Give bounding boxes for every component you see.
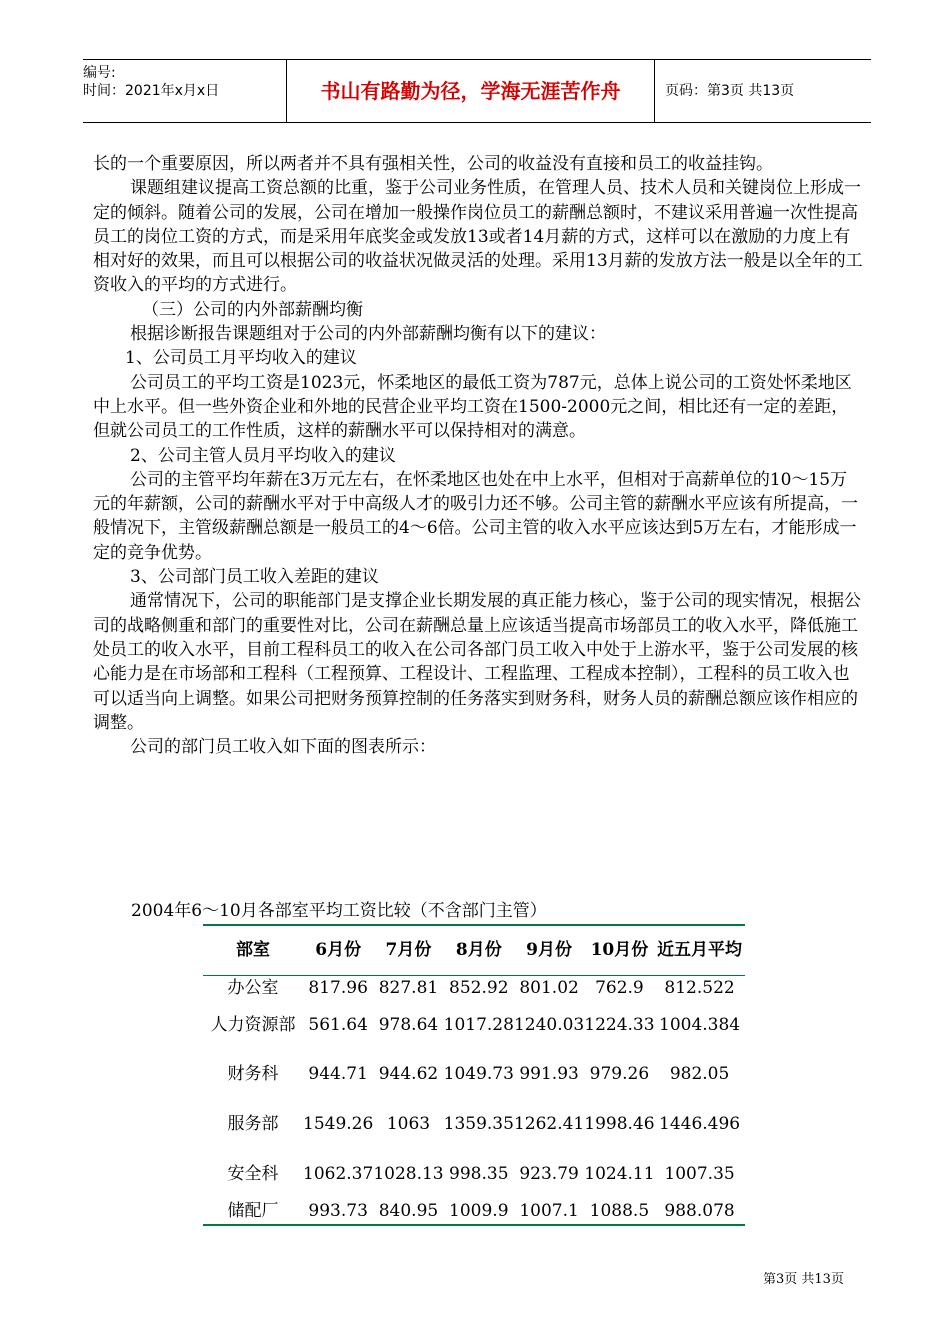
page-footer: 第3页 共13页 [763,1272,844,1287]
table-cell: 840.95 [378,1201,439,1221]
table-cell: 827.81 [378,977,439,998]
table-cell: 944.62 [378,1063,439,1084]
table-cell: 1359.35 [443,1113,514,1134]
table-cell: 1998.46 [584,1113,655,1134]
table-cell: 办公室 [227,977,279,998]
table-cell: 1007.35 [664,1163,735,1184]
subsection-heading: 2、公司主管人员月平均收入的建议 [130,445,396,466]
table-row [203,1199,745,1225]
header-cell: 10月份 [590,939,649,960]
subsection-heading: 1、公司员工月平均收入的建议 [125,348,357,369]
section-heading: （三）公司的内外部薪酬均衡 [142,299,363,320]
paragraph: 公司的部门员工收入如下面的图表所示： [130,737,436,758]
table-row [203,1099,745,1149]
paragraph: 公司员工的平均工资是1023元，怀柔地区的最低工资为787元，总体上说公司的工资处怀柔地区中上水平。但一些外资企业和外地的民营企业平均工资在1500-2000元之间，相比还有一定的差距，但就公司员工的工作性质，这样的薪酬水平可以保持相对的满意。 [93,372,852,442]
table-row [203,975,745,1001]
table-cell: 991.93 [519,1063,579,1084]
paragraph: 课题组建议提高工资总额的比重，鉴于公司业务性质，在管理人员、技术人员和关键岗位上形成一定的倾斜。随着公司的发展，公司在增加一般操作岗位员工的薪酬总额时，不建议采用普遍一次性提高员工的岗位工资的方式，而是采用年底奖金或发放13或者14月薪的方式，这样可以在激励的力度上有相对好的效果，而且可以根据公司的收益状况做灵活的处理。采用13月薪的发放方法一般是以全年的工资收入的平均的方式进行。 [93,178,863,296]
table-cell: 1446.496 [659,1113,741,1134]
number-label: 编号: [83,65,116,81]
header-motto: 书山有路勤为径，学海无涯苦作舟 [286,60,655,122]
paragraph: 长的一个重要原因，所以两者并不具有强相关性，公司的收益没有直接和员工的收益挂钩。 [93,154,773,174]
table-cell: 1017.28 [443,1014,514,1035]
subsection-heading: 3、公司部门员工收入差距的建议 [130,567,379,588]
table-cell: 1088.5 [589,1201,650,1221]
table-cell: 978.64 [378,1014,439,1035]
table-cell: 998.35 [449,1163,509,1184]
table-row [203,1049,745,1099]
table-cell: 993.73 [308,1201,368,1221]
header-cell: 8月份 [455,939,502,960]
table-cell: 561.64 [308,1014,368,1035]
header-cell: 部室 [236,939,270,960]
table-title: 2004年6～10月各部室平均工资比较（不含部门主管） [131,901,547,921]
header-cell: 9月份 [526,939,573,960]
table-cell: 1007.1 [519,1201,579,1221]
header-cell: 7月份 [385,939,432,960]
header-cell: 6月份 [315,939,362,960]
time-label: 时间：2021年x月x日 [83,83,220,99]
header-page-info: 页码：第3页 共13页 [665,83,795,99]
table-cell: 1024.11 [584,1163,655,1184]
table-cell: 979.26 [589,1063,650,1084]
table-cell: 982.05 [669,1063,730,1084]
table-cell: 812.522 [664,977,735,998]
table-cell: 1549.26 [303,1113,374,1134]
table-cell: 1028.13 [373,1163,444,1184]
table-cell: 1004.384 [659,1014,741,1035]
table-cell: 1240.03 [513,1014,585,1035]
table-cell: 944.71 [308,1063,368,1084]
table-row [203,1149,745,1199]
table-cell: 1062.37 [303,1163,374,1184]
table-cell: 801.02 [519,977,579,998]
table-cell: 储配厂 [227,1201,279,1221]
table-cell: 817.96 [308,977,368,998]
paragraph: 通常情况下，公司的职能部门是支撑企业长期发展的真正能力核心，鉴于公司的现实情况，根据公司的战略侧重和部门的重要性对比，公司在薪酬总量上应该适当提高市场部员工的收入水平，降低施工处员工的收入水平，目前工程科员工的收入在公司各部门员工收入中处于上游水平，鉴于公司发展的核心能力是在市场部和工程科（工程预算、工程设计、工程监理、工程成本控制），工程科的员工收入也可以适当向上调整。如果公司把财务预算控制的任务落实到财务科，财务人员的薪酬总额应该作相应的调整。 [93,591,861,733]
table-cell: 1049.73 [443,1063,514,1084]
table-cell: 安全科 [227,1163,279,1184]
page-header [83,59,871,123]
salary-table [203,924,745,1226]
table-cell: 988.078 [664,1201,735,1221]
table-cell: 人力资源部 [210,1014,296,1035]
table-cell: 财务科 [227,1063,279,1084]
table-cell: 1063 [386,1113,431,1134]
table-cell: 1009.9 [449,1201,509,1221]
paragraph: 根据诊断报告课题组对于公司的内外部薪酬均衡有以下的建议： [130,324,606,345]
table-cell: 762.9 [595,977,644,998]
table-row [203,1001,745,1049]
table-cell: 1224.33 [584,1014,655,1035]
table-header-row [203,925,745,975]
table-cell: 852.92 [449,977,509,998]
header-meta [83,60,283,126]
table-cell: 1262.41 [513,1113,585,1134]
document-body [93,152,863,759]
table-cell: 923.79 [519,1163,579,1184]
header-cell: 近五月平均 [657,939,743,960]
table-cell: 服务部 [227,1113,279,1134]
paragraph: 公司的主管平均年薪在3万元左右，在怀柔地区也处在中上水平，但相对于高薪单位的10～15万元的年薪额，公司的薪酬水平对于中高级人才的吸引力还不够。公司主管的薪酬水平应该有所提高，一般情况下，主管级薪酬总额是一般员工的4～6倍。公司主管的收入水平应该达到5万左右，才能形成一定的竞争优势。 [93,469,858,563]
